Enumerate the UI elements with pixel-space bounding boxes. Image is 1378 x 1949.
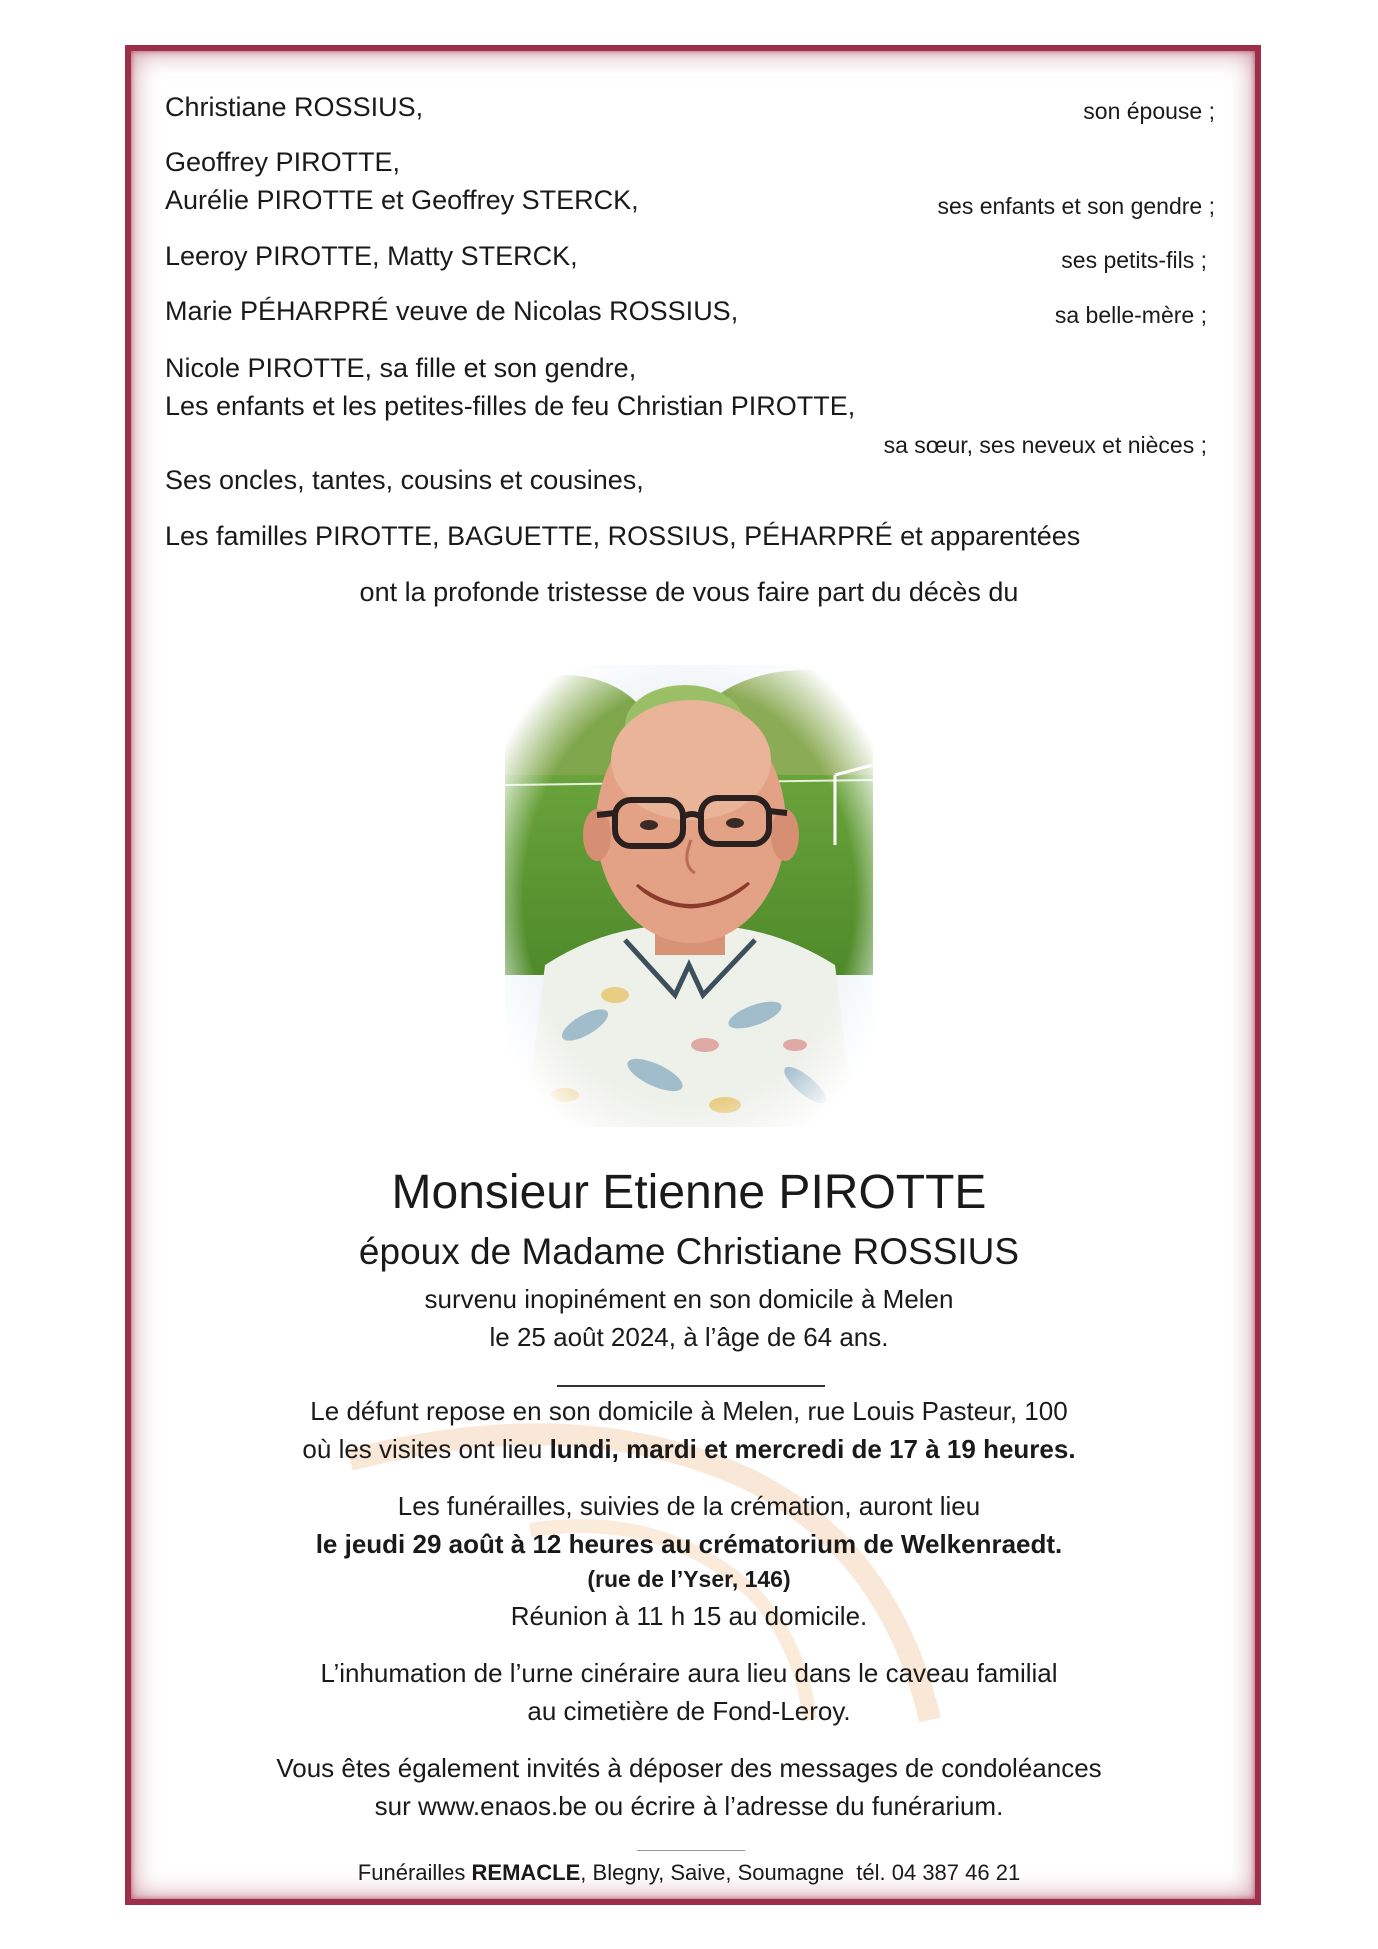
role-label: sa belle-mère ; [1054,302,1207,328]
portrait-photo [505,665,873,1127]
condolences-info: Vous êtes également invités à déposer des messages de condoléances [276,1753,1102,1783]
visiting-hours: où les visites ont lieu lundi, mardi et mercredi de 17 à 19 heures. [302,1434,1076,1464]
family-row-children [165,143,1215,219]
family-row-spouse [165,88,1215,126]
role-label: ses enfants et son gendre ; [937,193,1215,219]
family-row-families [165,517,1215,555]
meeting-time: Réunion à 11 h 15 au domicile. [510,1601,868,1631]
rest-location: Le défunt repose en son domicile à Melen, rue Louis Pasteur, 100 [310,1396,1068,1426]
family-row-mother-in-law [165,292,1215,330]
family-names: Marie PÉHARPRÉ veuve de Nicolas ROSSIUS, [165,296,739,326]
family-names: Leeroy PIROTTE, Matty STERCK, [165,241,578,271]
family-row-sister [165,349,1215,458]
deceased-name: Monsieur Etienne PIROTTE [391,1166,987,1219]
funeral-home-footer: Funérailles REMACLE, Blegny, Saive, Soumagne tél. 04 387 46 21 [357,1860,1021,1885]
family-names: Les familles PIROTTE, BAGUETTE, ROSSIUS, PÉHARPRÉ et apparentées [165,521,1081,551]
spouse-line: époux de Madame Christiane ROSSIUS [358,1231,1020,1272]
burial-info: L’inhumation de l’urne cinéraire aura lieu dans le caveau familial [320,1658,1058,1688]
announcement-intro: ont la profonde tristesse de vous faire part du décès du [359,577,1019,607]
role-label: ses petits-fils ; [1061,247,1207,273]
family-names: Nicole PIROTTE, sa fille et son gendre, [165,353,637,383]
burial-cemetery: au cimetière de Fond-Leroy. [527,1696,851,1726]
family-names: Christiane ROSSIUS, [165,92,424,122]
family-names: Ses oncles, tantes, cousins et cousines, [165,465,644,495]
death-date: le 25 août 2024, à l’âge de 64 ans. [489,1322,889,1352]
section-divider [557,1385,825,1387]
family-row-relatives [165,461,1215,499]
role-label: son épouse ; [1083,98,1215,124]
funeral-intro: Les funérailles, suivies de la crémation, auront lieu [397,1491,981,1521]
funeral-date: le jeudi 29 août à 12 heures au crématorium de Welkenraedt. [315,1529,1063,1559]
condolences-website: sur www.enaos.be ou écrire à l’adresse du funérarium. [374,1791,1004,1821]
footer-divider [637,1850,745,1851]
family-names: Geoffrey PIROTTE, [165,147,401,177]
family-row-grandchildren [165,237,1215,275]
crematorium-address: (rue de l’Yser, 146) [587,1566,791,1592]
family-names: Les enfants et les petites-filles de feu Christian PIROTTE, [165,391,856,421]
death-place: survenu inopinément en son domicile à Melen [424,1284,954,1314]
family-names: Aurélie PIROTTE et Geoffrey STERCK, [165,185,639,215]
role-label: sa sœur, ses neveux et nièces ; [883,432,1207,458]
